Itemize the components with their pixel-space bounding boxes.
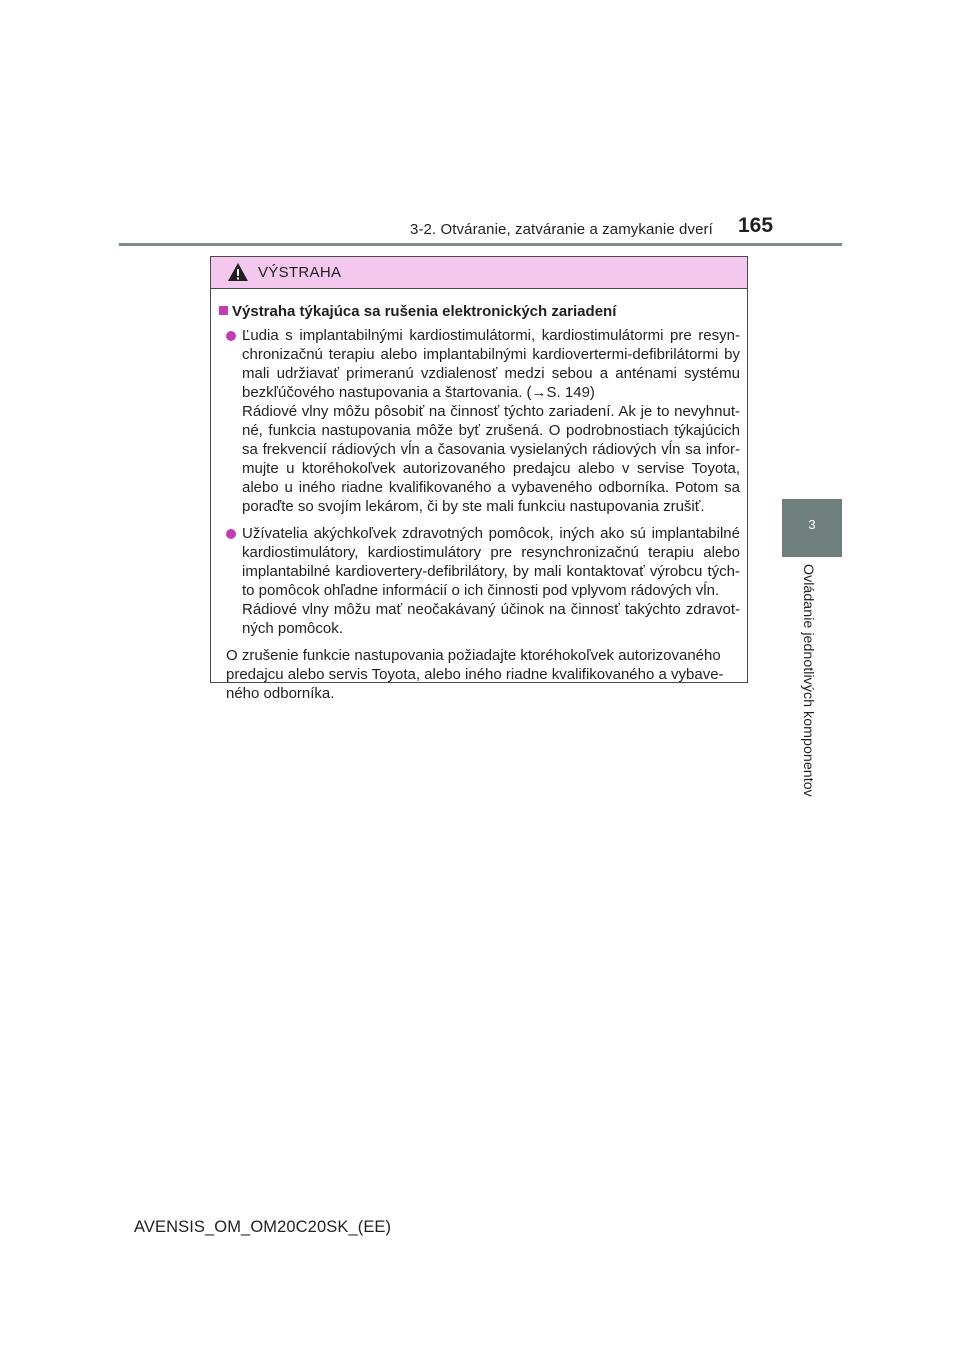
chapter-number: 3: [808, 517, 816, 532]
bullet-item: [218, 326, 740, 516]
round-bullet-icon: [226, 529, 236, 539]
text-line: mujte u ktoréhokoľvek autorizovaného predajcu alebo v servise Toyota,: [242, 460, 740, 477]
bullet-item: [218, 524, 740, 638]
section-title: 3-2. Otváranie, zatváranie a zamykanie dverí: [410, 221, 713, 238]
text-line: ného odborníka.: [226, 685, 335, 702]
section-heading: [218, 303, 740, 320]
text-line: to pomôcok ohľadne informácií o ich činnosti pod vplyvom rádových vĺn.: [242, 582, 720, 599]
note-paragraph: [218, 646, 740, 703]
page-number: 165: [738, 214, 774, 237]
section-heading-text: Výstraha týkajúca sa rušenia elektronických zariadení: [232, 303, 617, 320]
text-line: Rádiové vlny môžu mať neočakávaný účinok na činnosť takýchto zdravot-: [242, 601, 740, 618]
text-line: alebo u iného riadne kvalifikovaného a vybaveného odborníka. Potom sa: [242, 479, 740, 496]
warning-triangle-icon: [227, 262, 249, 287]
header-divider: [119, 243, 842, 246]
text-line: kardiostimulátory, kardiostimulátory pre resynchronizačnú terapiu alebo: [242, 544, 740, 561]
chapter-tab: [782, 499, 842, 557]
bullet-text: [242, 524, 740, 638]
square-bullet-icon: [219, 306, 228, 315]
warning-box: [210, 256, 748, 702]
text-line: bezkľúčového nastupovania a štartovania. (→S. 149): [242, 384, 595, 401]
chapter-title: Ovládanie jednotlivých komponentov: [800, 564, 816, 797]
text-line: ných pomôcok.: [242, 620, 343, 637]
warning-header: [211, 257, 747, 289]
text-line: Ľudia s implantabilnými kardiostimulátormi, kardiostimulátormi pre resyn-: [242, 327, 740, 344]
warning-title: VÝSTRAHA: [258, 264, 342, 281]
text-line: Rádiové vlny môžu pôsobiť na činnosť týchto zariadení. Ak je to nevyhnut-: [242, 403, 740, 420]
text-line: implantabilné kardiovertery-defibrilátory, by mali kontaktovať výrobcu tých-: [242, 563, 740, 580]
text-line: predajcu alebo servis Toyota, alebo iného riadne kvalifikovaného a vybave-: [226, 666, 724, 683]
text-line: Užívatelia akýchkoľvek zdravotných pomôcok, iných ako sú implantabilné: [242, 525, 740, 542]
warning-body: [211, 289, 747, 703]
text-line: né, funkcia nastupovania môže byť zrušená. O podrobnostiach týkajúcich: [242, 422, 740, 439]
text-line: chronizačnú terapiu alebo implantabilnými kardiovertermi-defibrilátormi by: [242, 346, 740, 363]
text-line: O zrušenie funkcie nastupovania požiadajte ktoréhokoľvek autorizovaného: [226, 647, 721, 664]
text-line: sa frekvencií rádiových vĺn a časovania vysielaných rádiových vĺn sa infor-: [242, 441, 740, 458]
text-line: mali udržiavať primeranú vzdialenosť medzi sebou a anténami systému: [242, 365, 740, 382]
bullet-text: [242, 326, 740, 516]
document-code: AVENSIS_OM_OM20C20SK_(EE): [134, 1218, 392, 1236]
round-bullet-icon: [226, 331, 236, 341]
text-line: poraďte so svojím lekárom, či by ste mali funkciu nastupovania zrušiť.: [242, 498, 705, 515]
